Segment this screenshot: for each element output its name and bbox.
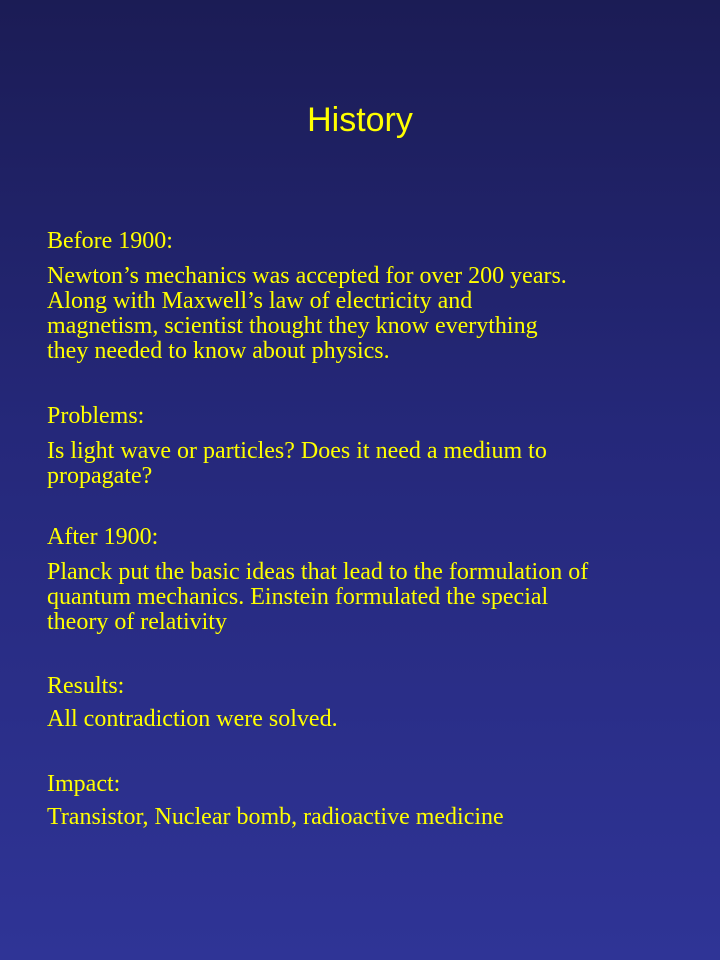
paragraph-line: quantum mechanics. Einstein formulated the special — [47, 584, 549, 610]
section-before-1900 — [47, 226, 667, 364]
paragraph-line: Planck put the basic ideas that lead to the formulation of — [47, 559, 589, 585]
paragraph-line: theory of relativity — [47, 609, 227, 635]
section-paragraph — [47, 264, 667, 364]
section-heading: Impact: — [47, 771, 121, 797]
slide-body — [47, 226, 667, 832]
slide-title: History — [307, 101, 413, 139]
section-paragraph — [47, 560, 667, 635]
section-problems — [47, 401, 667, 489]
section-heading: Results: — [47, 673, 125, 699]
section-text: Transistor, Nuclear bomb, radioactive medicine — [47, 804, 504, 830]
paragraph-line: propagate? — [47, 463, 153, 489]
section-heading: Before 1900: — [47, 228, 173, 254]
paragraph-line: they needed to know about physics. — [47, 338, 390, 364]
paragraph-line: magnetism, scientist thought they know everything — [47, 313, 538, 339]
section-impact — [47, 769, 667, 832]
paragraph-line: Is light wave or particles? Does it need a medium to — [47, 438, 547, 464]
section-after-1900 — [47, 522, 667, 635]
paragraph-line: Newton’s mechanics was accepted for over 200 years. — [47, 263, 567, 289]
section-heading: Problems: — [47, 403, 145, 429]
section-paragraph — [47, 439, 667, 489]
section-heading: After 1900: — [47, 524, 159, 550]
section-text: All contradiction were solved. — [47, 706, 338, 732]
section-results — [47, 671, 667, 734]
paragraph-line: Along with Maxwell’s law of electricity and — [47, 288, 473, 314]
